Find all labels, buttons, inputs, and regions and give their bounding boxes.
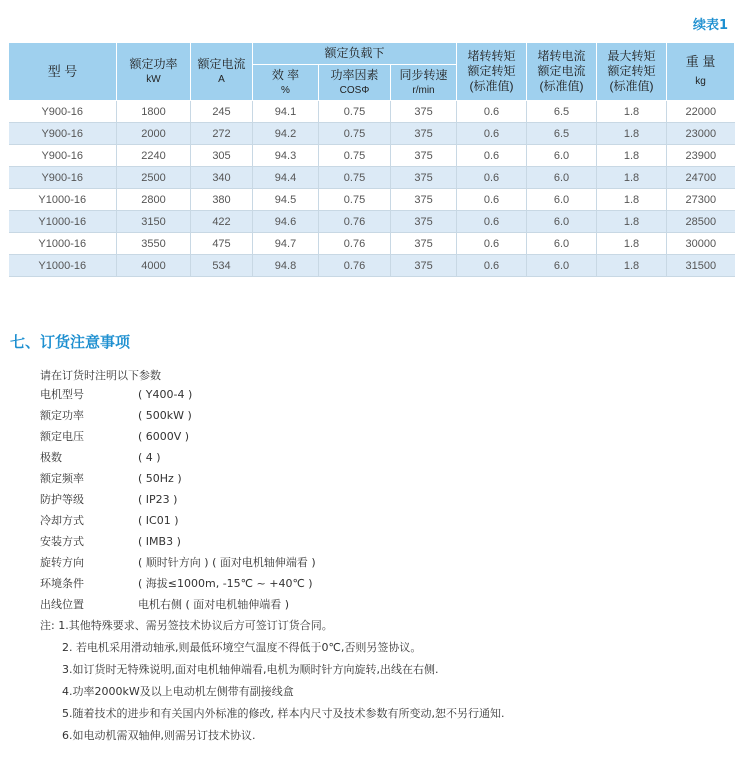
table-cell: 375 bbox=[391, 211, 457, 233]
table-cell: 6.0 bbox=[527, 145, 597, 167]
motor-spec-table bbox=[8, 42, 735, 277]
table-cell: Y1000-16 bbox=[9, 189, 117, 211]
param-row bbox=[40, 429, 189, 449]
header-locked-torque-l2: 额定转矩 bbox=[467, 64, 516, 78]
header-max-torque-l2: 额定转矩 bbox=[607, 64, 656, 78]
note-line: 注: 1.其他特殊要求、需另签技术协议后方可签订订货合同。 bbox=[40, 619, 333, 632]
table-cell: 340 bbox=[191, 167, 253, 189]
table-cell: 6.0 bbox=[527, 167, 597, 189]
table-cell: 272 bbox=[191, 123, 253, 145]
table-cell: 0.6 bbox=[457, 123, 527, 145]
table-cell: 0.75 bbox=[319, 167, 391, 189]
header-max-torque-l1: 最大转矩 bbox=[607, 49, 656, 63]
table-cell: Y900-16 bbox=[9, 145, 117, 167]
table-cell: 375 bbox=[391, 233, 457, 255]
table-cell: 6.0 bbox=[527, 233, 597, 255]
table-row bbox=[9, 233, 735, 255]
table-cell: 24700 bbox=[667, 167, 735, 189]
table-cell: 375 bbox=[391, 167, 457, 189]
table-row bbox=[9, 123, 735, 145]
param-row bbox=[40, 450, 161, 470]
param-label: 额定频率 bbox=[40, 472, 84, 485]
header-locked-current-l2: 额定电流 bbox=[537, 64, 586, 78]
param-value: ( 顺时针方向 ) ( 面对电机轴伸端看 ) bbox=[138, 556, 316, 569]
param-row bbox=[40, 492, 177, 512]
continued-table-label: 续表1 bbox=[692, 18, 728, 33]
table-cell: 0.6 bbox=[457, 167, 527, 189]
table-cell: 2500 bbox=[117, 167, 191, 189]
table-cell: 1.8 bbox=[597, 211, 667, 233]
table-cell: 0.75 bbox=[319, 123, 391, 145]
note-line: 4.功率2000kW及以上电动机左侧带有副接线盒 bbox=[62, 685, 294, 698]
header-rated-power-unit: kW bbox=[146, 73, 161, 85]
header-rated-load: 额定负载下 bbox=[253, 43, 457, 65]
table-cell: 94.1 bbox=[253, 101, 319, 123]
table-cell: 2240 bbox=[117, 145, 191, 167]
header-power-factor-label: 功率因素 bbox=[330, 67, 379, 82]
table-cell: 0.76 bbox=[319, 233, 391, 255]
header-rated-current-label: 额定电流 bbox=[197, 56, 246, 71]
param-value: ( 4 ) bbox=[138, 451, 161, 464]
param-value: ( 6000V ) bbox=[138, 430, 190, 443]
header-efficiency bbox=[253, 65, 319, 101]
param-value: ( IC01 ) bbox=[138, 514, 179, 527]
header-power-factor bbox=[319, 65, 391, 101]
param-row bbox=[40, 555, 316, 575]
ordering-section-title: 七、订货注意事项 bbox=[10, 333, 131, 351]
param-value: ( IP23 ) bbox=[138, 493, 178, 506]
table-cell: 94.3 bbox=[253, 145, 319, 167]
param-row bbox=[40, 471, 182, 491]
param-label: 电机型号 bbox=[40, 388, 84, 401]
table-cell: 1.8 bbox=[597, 123, 667, 145]
table-cell: 6.0 bbox=[527, 211, 597, 233]
table-cell: 375 bbox=[391, 255, 457, 277]
table-cell: 375 bbox=[391, 123, 457, 145]
table-row bbox=[9, 167, 735, 189]
table-cell: 1.8 bbox=[597, 189, 667, 211]
header-locked-torque bbox=[457, 43, 527, 101]
header-efficiency-unit: % bbox=[281, 84, 290, 96]
param-value: ( IMB3 ) bbox=[138, 535, 181, 548]
spec-table-body bbox=[9, 101, 735, 277]
param-value: ( Y400-4 ) bbox=[138, 388, 193, 401]
note-line: 3.如订货时无特殊说明,面对电机轴伸端看,电机为顺时针方向旋转,出线在右侧. bbox=[62, 663, 439, 676]
table-cell: 2800 bbox=[117, 189, 191, 211]
table-cell: 94.8 bbox=[253, 255, 319, 277]
header-model: 型 号 bbox=[9, 43, 117, 101]
param-row bbox=[40, 576, 313, 596]
header-rated-current bbox=[191, 43, 253, 101]
header-weight bbox=[667, 43, 735, 101]
table-cell: 31500 bbox=[667, 255, 735, 277]
table-cell: 6.0 bbox=[527, 189, 597, 211]
table-cell: 6.5 bbox=[527, 123, 597, 145]
table-cell: 6.0 bbox=[527, 255, 597, 277]
param-row bbox=[40, 408, 192, 428]
table-cell: Y900-16 bbox=[9, 123, 117, 145]
table-cell: 0.6 bbox=[457, 233, 527, 255]
param-row bbox=[40, 597, 289, 617]
header-rated-power-label: 额定功率 bbox=[129, 56, 178, 71]
table-cell: 422 bbox=[191, 211, 253, 233]
table-cell: 0.6 bbox=[457, 211, 527, 233]
table-row bbox=[9, 211, 735, 233]
table-row bbox=[9, 189, 735, 211]
table-cell: 0.6 bbox=[457, 101, 527, 123]
table-cell: 245 bbox=[191, 101, 253, 123]
table-cell: 0.6 bbox=[457, 145, 527, 167]
ordering-intro: 请在订货时注明以下参数 bbox=[40, 369, 161, 382]
note-line: 6.如电动机需双轴伸,则需另订技术协议. bbox=[62, 729, 256, 742]
table-row bbox=[9, 145, 735, 167]
note-line: 2. 若电机采用滑动轴承,则最低环境空气温度不得低于0℃,否则另签协议。 bbox=[62, 641, 422, 654]
header-rated-power bbox=[117, 43, 191, 101]
table-cell: 0.75 bbox=[319, 189, 391, 211]
table-cell: 4000 bbox=[117, 255, 191, 277]
table-cell: 375 bbox=[391, 101, 457, 123]
table-cell: 28500 bbox=[667, 211, 735, 233]
table-cell: 94.6 bbox=[253, 211, 319, 233]
header-efficiency-label: 效 率 bbox=[271, 67, 300, 82]
table-cell: 6.5 bbox=[527, 101, 597, 123]
table-cell: 1.8 bbox=[597, 255, 667, 277]
param-value: 电机右侧 ( 面对电机轴伸端看 ) bbox=[138, 598, 290, 611]
header-max-torque bbox=[597, 43, 667, 101]
table-cell: 94.4 bbox=[253, 167, 319, 189]
table-cell: 375 bbox=[391, 145, 457, 167]
param-value: ( 50Hz ) bbox=[138, 472, 182, 485]
header-sync-speed-label: 同步转速 bbox=[399, 67, 448, 82]
table-cell: 30000 bbox=[667, 233, 735, 255]
param-row bbox=[40, 513, 179, 533]
header-sync-speed-unit: r/min bbox=[412, 84, 435, 96]
table-cell: 0.6 bbox=[457, 255, 527, 277]
header-locked-current bbox=[527, 43, 597, 101]
param-label: 出线位置 bbox=[40, 598, 84, 611]
table-cell: 23000 bbox=[667, 123, 735, 145]
header-locked-torque-l1: 堵转转矩 bbox=[467, 49, 516, 63]
table-cell: 94.2 bbox=[253, 123, 319, 145]
table-cell: 475 bbox=[191, 233, 253, 255]
param-label: 旋转方向 bbox=[40, 556, 84, 569]
table-cell: 0.75 bbox=[319, 145, 391, 167]
param-value: ( 海拔≤1000m, -15℃ ~ +40℃ ) bbox=[138, 577, 313, 590]
table-cell: Y1000-16 bbox=[9, 211, 117, 233]
table-cell: 22000 bbox=[667, 101, 735, 123]
param-label: 冷却方式 bbox=[40, 514, 84, 527]
table-cell: 375 bbox=[391, 189, 457, 211]
table-cell: 1.8 bbox=[597, 233, 667, 255]
table-cell: 2000 bbox=[117, 123, 191, 145]
table-cell: Y900-16 bbox=[9, 167, 117, 189]
header-rated-current-unit: A bbox=[218, 73, 225, 85]
table-cell: 94.5 bbox=[253, 189, 319, 211]
table-cell: 0.75 bbox=[319, 101, 391, 123]
param-value: ( 500kW ) bbox=[138, 409, 192, 422]
header-sync-speed bbox=[391, 65, 457, 101]
table-cell: 1.8 bbox=[597, 145, 667, 167]
header-locked-torque-l3: (标准值) bbox=[469, 79, 514, 93]
header-weight-unit: kg bbox=[695, 76, 706, 87]
table-cell: 1800 bbox=[117, 101, 191, 123]
table-cell: 94.7 bbox=[253, 233, 319, 255]
table-cell: 534 bbox=[191, 255, 253, 277]
param-row bbox=[40, 534, 181, 554]
header-power-factor-unit: COSΦ bbox=[339, 84, 370, 96]
table-cell: 3150 bbox=[117, 211, 191, 233]
header-weight-label: 重 量 bbox=[685, 54, 716, 69]
table-cell: 1.8 bbox=[597, 101, 667, 123]
param-label: 极数 bbox=[40, 451, 62, 464]
table-row bbox=[9, 101, 735, 123]
param-row bbox=[40, 387, 192, 407]
table-cell: 27300 bbox=[667, 189, 735, 211]
param-label: 额定电压 bbox=[40, 430, 84, 443]
table-cell: 1.8 bbox=[597, 167, 667, 189]
param-label: 安装方式 bbox=[40, 535, 84, 548]
table-row bbox=[9, 255, 735, 277]
header-max-torque-l3: (标准值) bbox=[609, 79, 654, 93]
table-cell: 23900 bbox=[667, 145, 735, 167]
header-locked-current-l3: (标准值) bbox=[539, 79, 584, 93]
table-cell: 380 bbox=[191, 189, 253, 211]
table-cell: 305 bbox=[191, 145, 253, 167]
table-cell: Y1000-16 bbox=[9, 233, 117, 255]
table-cell: 0.76 bbox=[319, 255, 391, 277]
param-label: 防护等级 bbox=[40, 493, 84, 506]
param-label: 环境条件 bbox=[40, 577, 84, 590]
table-cell: 0.76 bbox=[319, 211, 391, 233]
param-label: 额定功率 bbox=[40, 409, 84, 422]
table-cell: Y900-16 bbox=[9, 101, 117, 123]
table-cell: 0.6 bbox=[457, 189, 527, 211]
table-cell: Y1000-16 bbox=[9, 255, 117, 277]
note-line: 5.随着技术的进步和有关国内外标准的修改, 样本内尺寸及技术参数有所变动,恕不另行通知. bbox=[62, 707, 505, 720]
table-cell: 3550 bbox=[117, 233, 191, 255]
header-locked-current-l1: 堵转电流 bbox=[537, 49, 586, 63]
